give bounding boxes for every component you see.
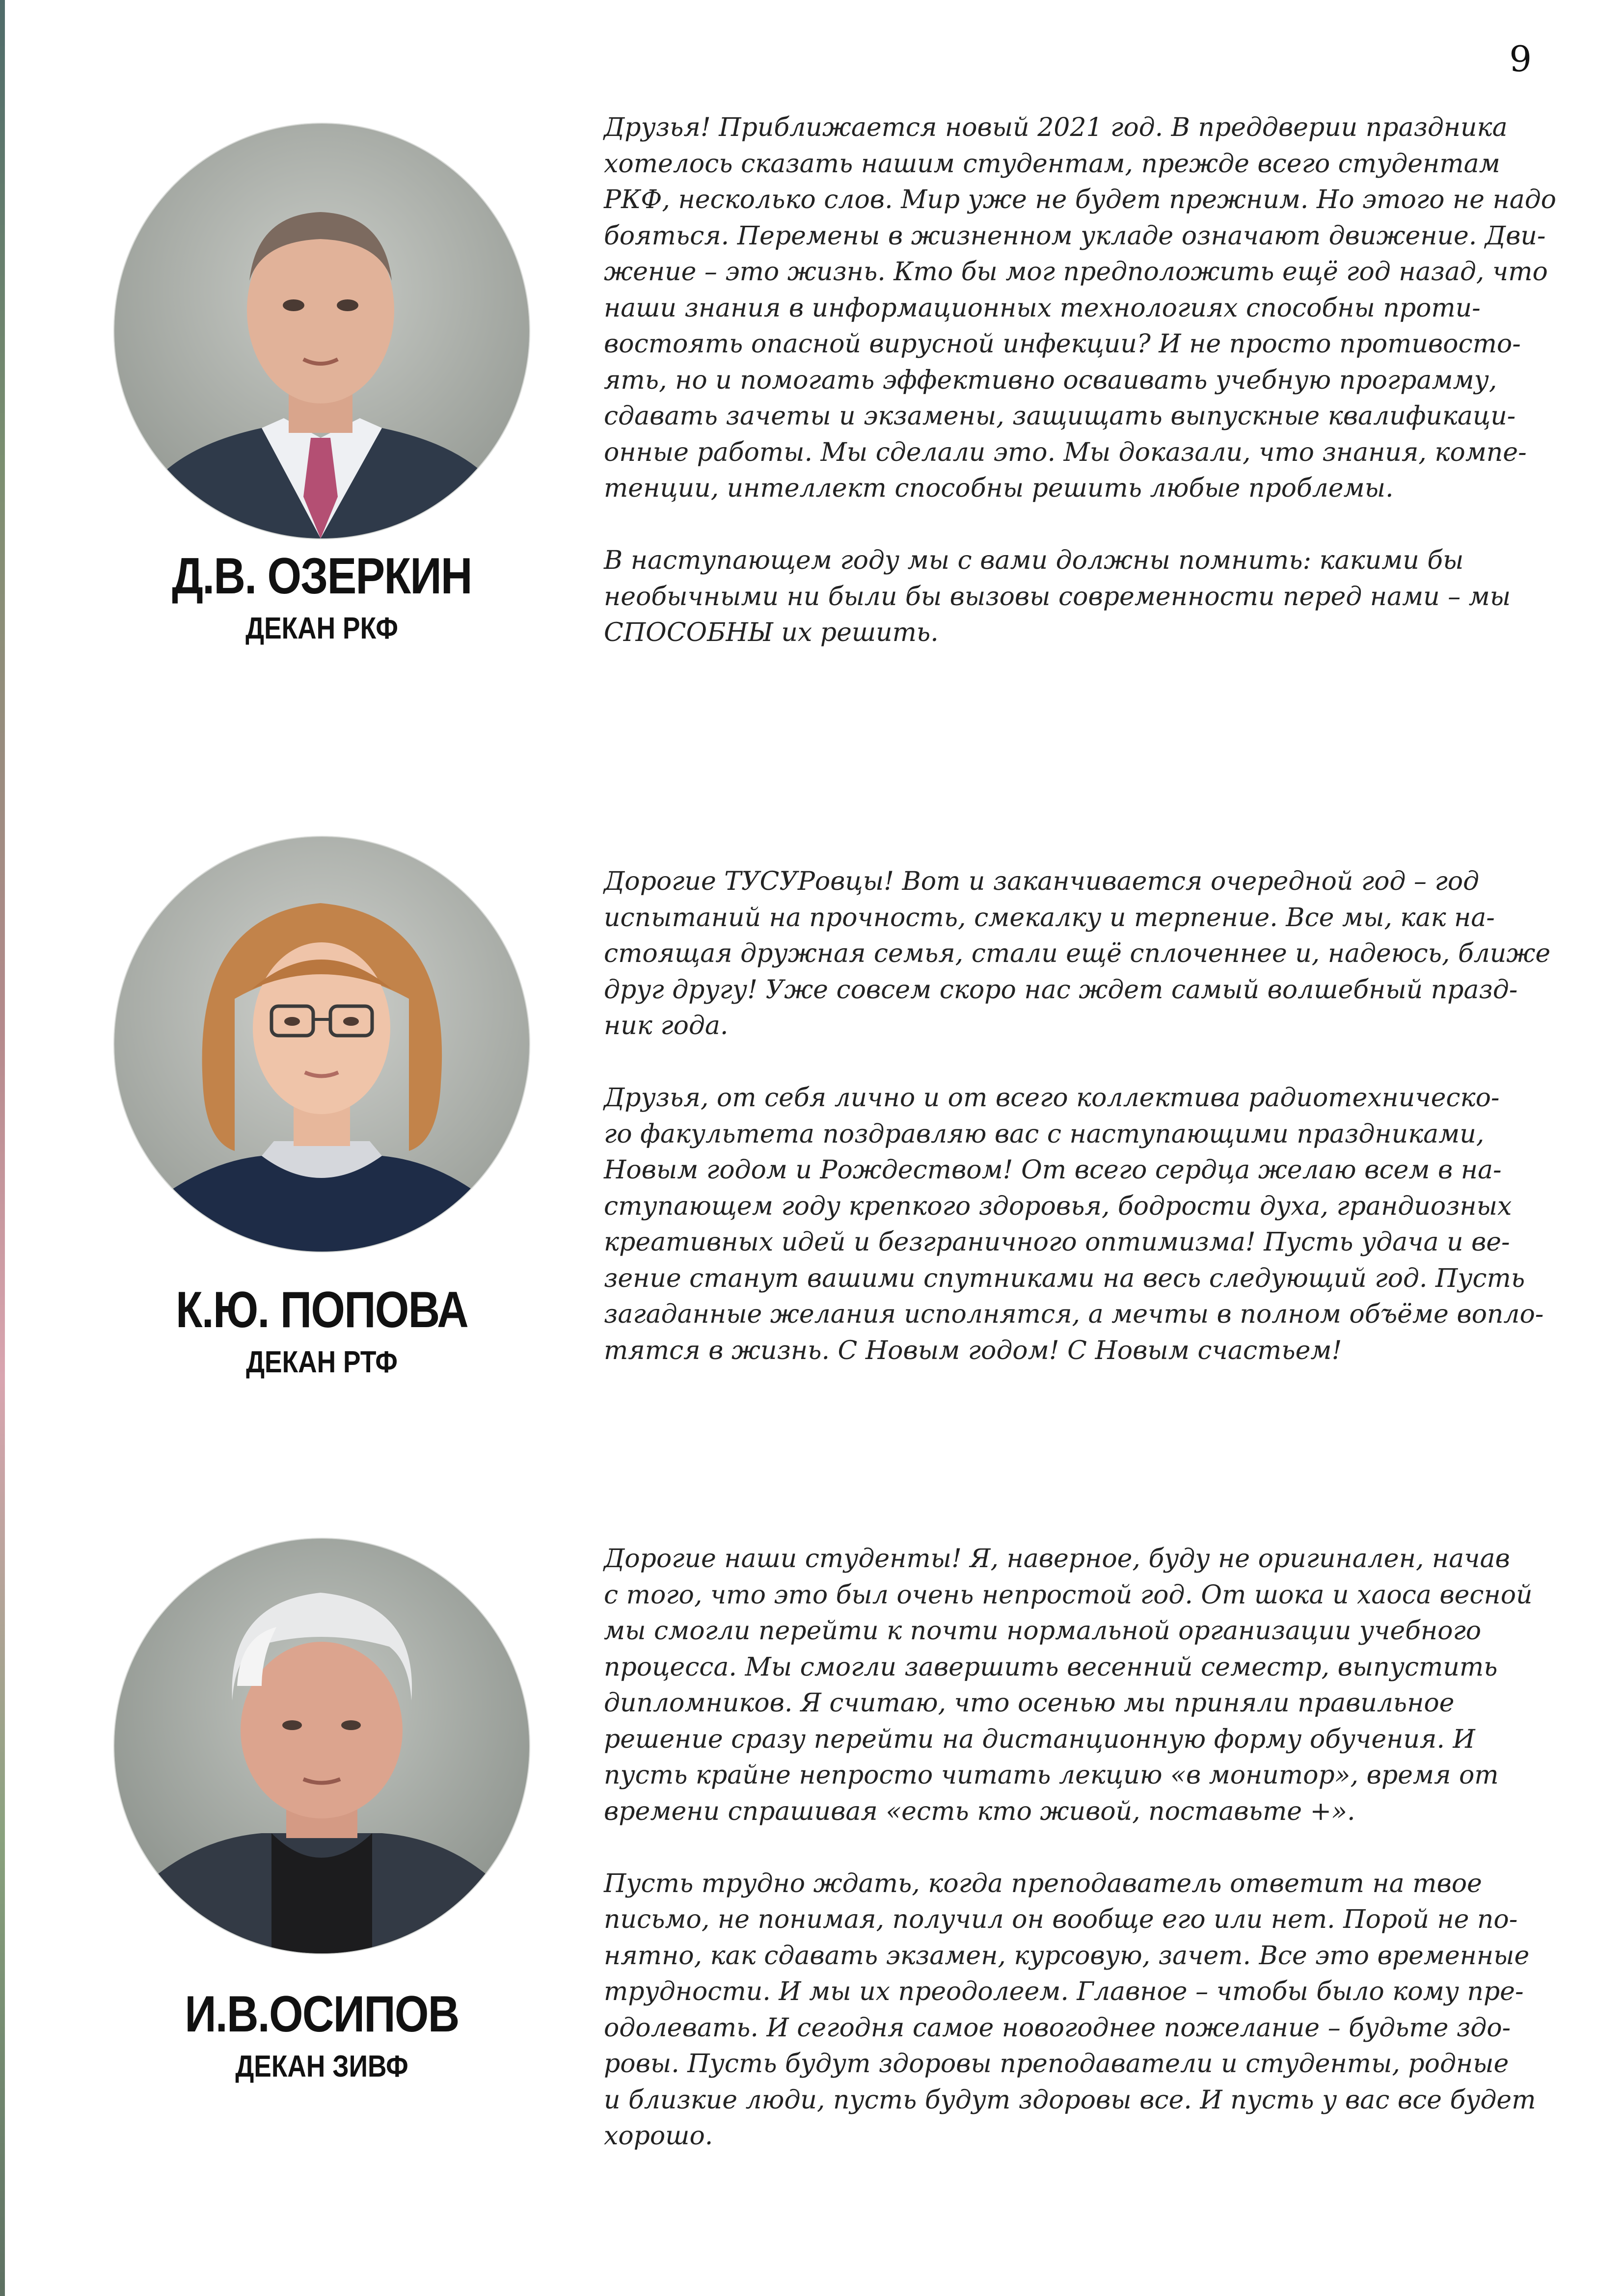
greeting-letter-ozerkin: [604, 110, 1556, 651]
letter-line: процесса. Мы смогли завершить весенний семестр, выпустить: [604, 1652, 1498, 1682]
letter-line: нятно, как сдавать экзамен, курсовую, зачет. Все это временные: [604, 1941, 1530, 1971]
letter-line: жение – это жизнь. Кто бы мог предположить ещё год назад, что: [604, 257, 1548, 287]
letter-line: креативных идей и безграничного оптимизма! Пусть удача и ве-: [604, 1228, 1510, 1257]
letter-line: письмо, не понимая, получил он вообще его или нет. Порой не по-: [604, 1905, 1518, 1934]
letter-line: трудности. И мы их преодолеем. Главное – чтобы было кому пре-: [604, 1977, 1524, 2006]
letter-line: востоять опасной вирусной инфекции? И не просто противосто-: [604, 329, 1521, 359]
letter-line: хотелось сказать нашим студентам, прежде всего студентам: [604, 149, 1500, 179]
dean-name: К.Ю. ПОПОВА: [176, 1281, 468, 1338]
letter-line: с того, что это был очень непростой год. От шока и хаоса весной: [604, 1580, 1533, 1610]
letter-line: тенции, интеллект способны решить любые проблемы.: [604, 474, 1394, 503]
letter-line: необычными ни были бы вызовы современности перед нами – мы: [604, 582, 1511, 612]
letter-line: стоящая дружная семья, стали ещё сплоченнее и, надеюсь, ближе: [604, 939, 1551, 968]
letter-line: одолевать. И сегодня самое новогоднее пожелание – будьте здо-: [604, 2013, 1511, 2043]
dean-photo-popova: [114, 837, 529, 1252]
letter-line: тятся в жизнь. С Новым годом! С Новым счастьем!: [604, 1335, 1342, 1365]
letter-line: Друзья! Приближается новый 2021 год. В преддверии праздника: [604, 113, 1508, 142]
letter-line: го факультета поздравляю вас с наступающими праздниками,: [604, 1119, 1485, 1149]
letter-line: Новым годом и Рождеством! От всего сердца желаю всем в на-: [604, 1155, 1502, 1185]
letter-line: ровы. Пусть будут здоровы преподаватели и студенты, родные: [604, 2049, 1509, 2079]
portrait-man-grey-hair-icon: [114, 1539, 529, 1953]
dean-name: Д.В. ОЗЕРКИН: [172, 548, 472, 605]
greeting-letter-osipov: [604, 1541, 1536, 2155]
dean-role: ДЕКАН РКФ: [245, 612, 398, 645]
letter-line: мы смогли перейти к почти нормальной организации учебного: [604, 1616, 1482, 1646]
letter-line: Друзья, от себя лично и от всего коллектива радиотехническо-: [604, 1083, 1500, 1113]
portrait-woman-glasses-icon: [114, 837, 529, 1252]
dean-photo-osipov: [114, 1539, 529, 1953]
letter-line: Пусть трудно ждать, когда преподаватель ответит на твое: [604, 1869, 1482, 1898]
greeting-letter-popova: [604, 864, 1551, 1369]
letter-line: бояться. Перемены в жизненном укладе означают движение. Дви-: [604, 221, 1546, 251]
letter-line: ник года.: [604, 1011, 729, 1041]
letter-line: ять, но и помогать эффективно осваивать учебную программу,: [604, 365, 1497, 395]
dean-role: ДЕКАН РТФ: [246, 1345, 398, 1379]
letter-line: друг другу! Уже совсем скоро нас ждет самый волшебный празд-: [604, 975, 1518, 1005]
dean-name: И.В.ОСИПОВ: [185, 1986, 459, 2043]
letter-line: наши знания в информационных технологиях способны проти-: [604, 293, 1481, 323]
dean-role: ДЕКАН ЗИВФ: [235, 2050, 408, 2083]
letter-line: онные работы. Мы сделали это. Мы доказали, что знания, компе-: [604, 437, 1527, 467]
letter-line: ступающем году крепкого здоровья, бодрости духа, грандиозных: [604, 1191, 1512, 1221]
letter-line: испытаний на прочность, смекалку и терпение. Все мы, как на-: [604, 903, 1495, 933]
page-number: 9: [1509, 38, 1532, 80]
letter-line: загаданные желания исполнятся, а мечты в полном объёме вопло-: [604, 1300, 1544, 1329]
letter-line: СПОСОБНЫ их решить.: [604, 618, 939, 647]
letter-line: Дорогие ТУСУРовцы! Вот и заканчивается очередной год – год: [604, 867, 1479, 896]
letter-line: дипломников. Я считаю, что осенью мы приняли правильное: [604, 1688, 1455, 1718]
letter-line: и близкие люди, пусть будут здоровы все. И пусть у вас все будет: [604, 2085, 1536, 2115]
letter-line: В наступающем году мы с вами должны помнить: какими бы: [604, 546, 1464, 575]
letter-line: решение сразу перейти на дистанционную форму обучения. И: [604, 1724, 1475, 1754]
dean-photo-ozerkin: [114, 124, 529, 538]
letter-line: РКФ, несколько слов. Мир уже не будет прежним. Но этого не надо: [604, 185, 1556, 214]
letter-line: пусть крайне непросто читать лекцию «в монитор», время от: [604, 1761, 1499, 1790]
letter-line: зение станут вашими спутниками на весь следующий год. Пусть: [604, 1263, 1525, 1293]
portrait-man-suit-icon: [114, 124, 529, 538]
letter-line: хорошо.: [604, 2121, 713, 2151]
letter-line: Дорогие наши студенты! Я, наверное, буду не оригинален, начав: [604, 1544, 1510, 1574]
page-edge-decoration: [0, 0, 5, 2296]
letter-line: сдавать зачеты и экзамены, защищать выпускные квалификаци-: [604, 401, 1516, 431]
letter-line: времени спрашивая «есть кто живой, поставьте +».: [604, 1796, 1355, 1826]
